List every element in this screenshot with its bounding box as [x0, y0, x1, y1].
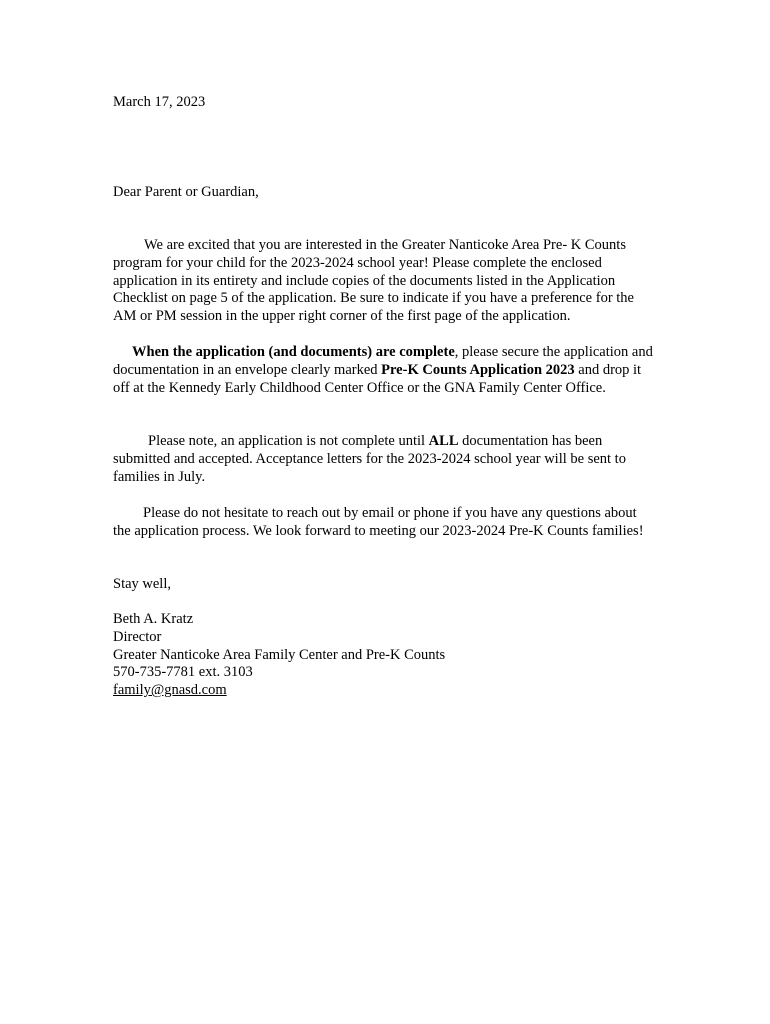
signature-block: [113, 611, 658, 700]
signer-title: Director: [113, 628, 162, 645]
paragraph-submission-text-b: and drop it off at the Kennedy Early Childhood Center Office or the GNA Family Center Office.: [113, 361, 642, 396]
application-complete-emphasis: When the application (and documents) are complete: [132, 344, 455, 360]
signer-name: Beth A. Kratz: [113, 611, 194, 627]
paragraph-contact-text: Please do not hesitate to reach out by email or phone if you have any questions about the application process. We look forward to meeting our 2023-2024 Pre-K Counts families!: [113, 505, 644, 539]
all-emphasis: ALL: [428, 433, 459, 449]
envelope-label-emphasis: Pre-K Counts Application 2023: [381, 361, 575, 378]
signer-phone: 570-735-7781 ext. 3103: [113, 664, 253, 681]
paragraph-note-text-a: Please note, an application is not complete until: [148, 433, 429, 449]
paragraph-contact: [113, 505, 658, 541]
letter-salutation: Dear Parent or Guardian,: [113, 184, 259, 200]
paragraph-note-text-b: documentation has been submitted and accepted. Acceptance letters for the 2023-2024 school year will be sent to families in July.: [113, 433, 626, 485]
paragraph-submission-text-a: , please secure the application and documentation in an envelope clearly marked: [113, 344, 653, 378]
letter-closing: Stay well,: [113, 576, 171, 592]
paragraph-submission: [113, 344, 658, 397]
signer-email-link[interactable]: family@gnasd.com: [113, 682, 227, 699]
paragraph-note: [113, 433, 658, 486]
paragraph-intro: [113, 237, 658, 326]
paragraph-intro-text: We are excited that you are interested in the Greater Nanticoke Area Pre- K Counts program for your child for the 2023-2024 school year! Please complete the enclosed application in its entirety and include copies of the documents listed in the Application Checklist on page 5 of the application. Be sure to indicate if you have a preference for the AM or PM session in the upper right corner of the first page of the application.: [113, 237, 634, 325]
letter-date: March 17, 2023: [113, 94, 206, 110]
signer-organization: Greater Nanticoke Area Family Center and Pre-K Counts: [113, 646, 446, 663]
